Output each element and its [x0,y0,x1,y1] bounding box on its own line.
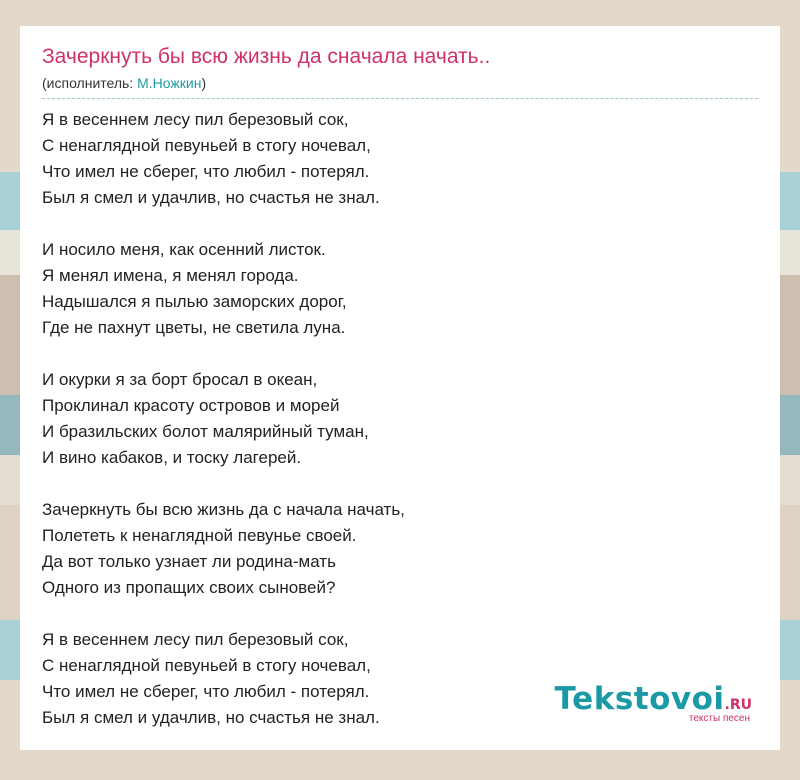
lyric-line: Был я смел и удачлив, но счастья не знал. [42,708,380,727]
lyric-line: Надышался я пылью заморских дорог, [42,292,347,311]
logo-tld: .RU [724,697,752,713]
artist-suffix: ) [201,75,207,91]
lyric-line: С ненаглядной певуньей в стогу ночевал, [42,656,371,675]
lyric-line: Проклинал красоту островов и морей [42,396,340,415]
lyric-line: И носило меня, как осенний листок. [42,240,326,259]
song-title: Зачеркнуть бы всю жизнь да сначала начать.. [42,45,491,68]
lyric-line: И вино кабаков, и тоску лагерей. [42,448,302,467]
lyric-line: С ненаглядной певуньей в стогу ночевал, [42,136,371,155]
lyrics-card [20,26,780,750]
lyric-line: И окурки я за борт бросал в океан, [42,370,318,389]
lyrics-body [42,107,758,731]
artist-prefix: (исполнитель: [42,75,138,91]
logo-wordmark [555,681,752,717]
artist-line [42,74,758,99]
lyric-line: Зачеркнуть бы всю жизнь да с начала начать, [42,500,405,519]
stanza [42,237,758,341]
lyric-line: Одного из пропащих своих сыновей? [42,578,336,597]
lyric-line: Был я смел и удачлив, но счастья не знал. [42,188,380,207]
lyric-line: Что имел не сберег, что любил - потерял. [42,682,370,701]
stanza [42,367,758,471]
logo-tagline: тексты песен [688,713,750,724]
lyric-line: Где не пахнут цветы, не светила луна. [42,318,346,337]
stanza [42,497,758,601]
logo-name: Tekstovoi [554,681,725,717]
lyric-line: И бразильских болот малярийный туман, [42,422,369,441]
lyric-line: Да вот только узнает ли родина-мать [42,552,336,571]
lyric-line: Я менял имена, я менял города. [42,266,299,285]
lyric-line: Я в весеннем лесу пил березовый сок, [42,110,349,129]
stanza [42,107,758,211]
lyric-line: Я в весеннем лесу пил березовый сок, [42,630,349,649]
site-logo[interactable] [555,681,752,724]
artist-link[interactable]: М.Ножкин [137,75,202,91]
lyric-line: Что имел не сберег, что любил - потерял. [42,162,370,181]
lyric-line: Полететь к ненаглядной певунье своей. [42,526,357,545]
